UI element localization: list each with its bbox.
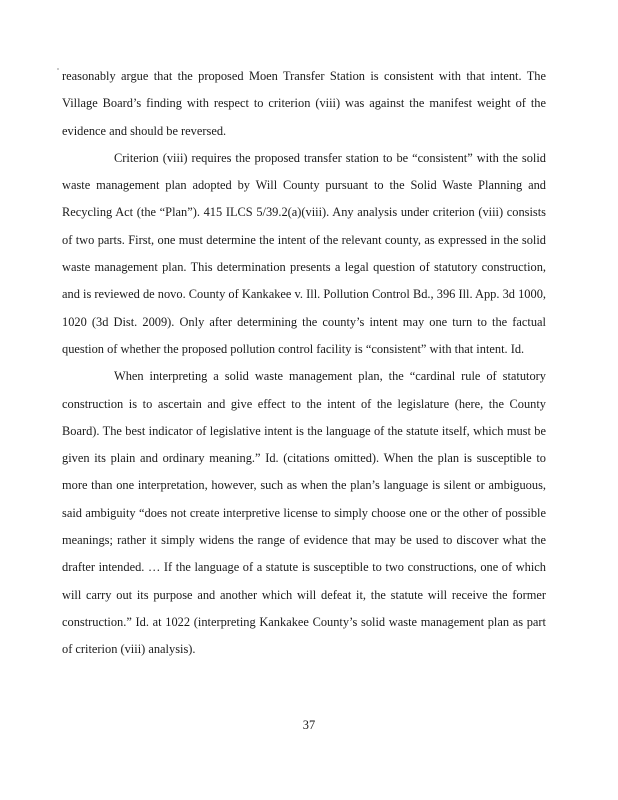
scan-speck	[57, 68, 59, 70]
paragraph-criterion-viii: Criterion (viii) requires the proposed transfer station to be “consistent” with the solid waste management plan adopted by Will County pursuant to the Solid Waste Planning and Recycling Act (the “Plan”). 415 ILCS 5/39.2(a)(viii). Any analysis under criterion (viii) consists of two parts. First, one must determine the intent of the relevant county, as expressed in the solid waste management plan. This determination presents a legal question of statutory construction, and is reviewed de novo. County of Kankakee v. Ill. Pollution Control Bd., 396 Ill. App. 3d 1000, 1020 (3d Dist. 2009). Only after determining the county’s intent may one turn to the factual question of whether the proposed pollution control facility is “consistent” with that intent. Id.	[62, 150, 546, 356]
page-number: 37	[302, 718, 316, 732]
body-text	[62, 63, 546, 664]
paragraph-continuation: reasonably argue that the proposed Moen Transfer Station is consistent with that intent. The Village Board’s finding with respect to criterion (viii) was against the manifest weight of the evidence and should be reversed.	[62, 69, 546, 138]
paragraph-interpreting-plan: When interpreting a solid waste management plan, the “cardinal rule of statutory construction is to ascertain and give effect to the intent of the legislature (here, the County Board). The best indicator of legislative intent is the language of the statute itself, which must be given its plain and ordinary meaning.” Id. (citations omitted). When the plan is susceptible to more than one interpretation, however, such as when the plan’s language is silent or ambiguous, said ambiguity “does not create interpretive license to simply choose one or the other of possible meanings; rather it simply widens the range of evidence that may be used to discover what the drafter intended. … If the language of a statute is susceptible to two constructions, one of which will carry out its purpose and another which will defeat it, the statute will receive the former construction.” Id. at 1022 (interpreting Kankakee County’s solid waste management plan as part of criterion (viii) analysis).	[62, 369, 546, 657]
